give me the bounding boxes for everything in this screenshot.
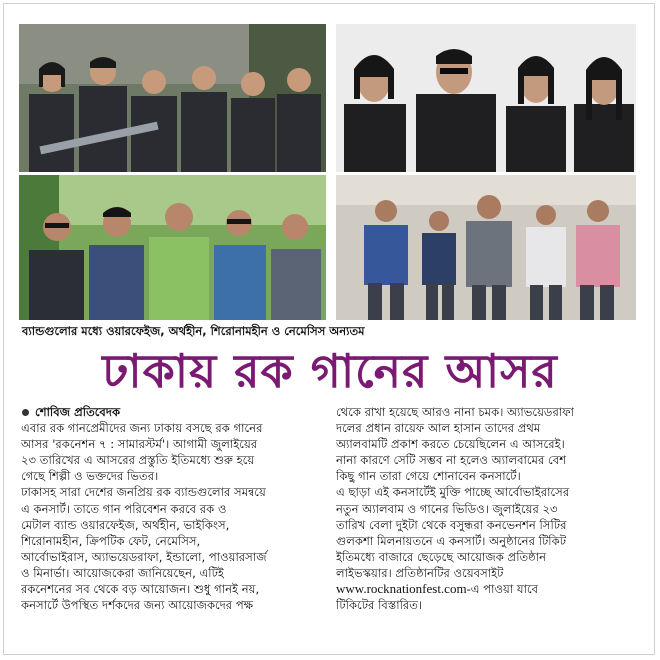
- website-url: www.rocknationfest.com: [336, 581, 467, 597]
- text-line: ইতিমধ্যে বাজারে ছেড়েছে আয়োজক প্রতিষ্ঠান: [336, 549, 547, 564]
- byline-text: শোবিজ প্রতিবেদক: [35, 405, 121, 419]
- byline: [21, 404, 319, 420]
- text-line: টিকিটের বিস্তারিত।: [336, 598, 423, 613]
- text-line: লাইভস্কয়ার। প্রতিষ্ঠানটির ওয়েবসাইট: [336, 565, 504, 580]
- url-line: [336, 581, 640, 597]
- url-line-rest: -এ পাওয়া যাবে: [466, 582, 539, 597]
- photo-caption: ব্যান্ডগুলোর মধ্যে ওয়ারফেইজ, অর্থহীন, শিরোনামহীন ও নেমেসিস অন্যতম: [22, 324, 365, 338]
- text-line: আর্বোভাইরাস, অ্যাভয়েডরাফা, ইন্ডালো, পাওয়ারসার্জ: [21, 549, 267, 564]
- text-line: ঢাকাসহ সারা দেশের জনপ্রিয় রক ব্যান্ডগুলোর সমন্বয়ে: [21, 485, 266, 500]
- bullet-icon: [22, 409, 29, 416]
- headline: ঢাকায় রক গানের আসর: [102, 344, 558, 398]
- article-column-right: [336, 404, 640, 613]
- text-line: তারিখ বেলা দুইটা থেকে বসুন্ধরা কনভেনশন সিটির: [336, 517, 567, 532]
- text-line: নানা কারণে সেটি সম্ভব না হলেও অ্যালবামের বেশ: [336, 453, 567, 468]
- band-photo-bottom-right: [336, 175, 636, 320]
- band-photo-top-right: [336, 24, 636, 172]
- text-line: দলের প্রধান রায়েফ আল হাসান তাদের প্রথম: [336, 421, 541, 436]
- text-line: এ কনসার্ট। তাতে গান পরিবেশন করবে রক ও: [21, 501, 227, 516]
- text-line: ও মিনার্ভা। আয়োজকেরা জানিয়েছেন, এটিই: [21, 565, 224, 580]
- text-line: আসর 'রকনেশন ৭ : সামারস্টর্ম'। আগামী জুলাইয়ের: [21, 437, 258, 452]
- text-line: কিছু গান তারা গেয়ে শোনাবেন কনসার্টে।: [336, 469, 521, 484]
- text-line: নতুন অ্যালবাম ও গানের ভিডিও। জুলাইয়ের ২৩: [336, 501, 558, 516]
- text-line: অ্যালবামটি প্রকাশ করতে চেয়েছিলেন এ আসরেই।: [336, 437, 565, 452]
- band-photo-bottom-left: [19, 175, 326, 320]
- text-line: থেকে রাখা হয়েছে আরও নানা চমক। অ্যাভয়েডরাফা: [336, 405, 575, 419]
- text-line: মেটাল ব্যান্ড ওয়ারফেইজ, অর্থহীন, ভাইকিংস,: [21, 517, 230, 532]
- text-line: এ ছাড়া এই কনসার্টেই মুক্তি পাচ্ছে আর্বোভাইরাসের: [336, 485, 570, 500]
- text-line: কনসার্টে উপস্থিত দর্শকদের জন্য আয়োজকদের পক্ষ: [21, 598, 254, 613]
- text-line: রকনেশনের সব থেকে বড় আয়োজন। শুধু গানই নয়,: [21, 582, 260, 597]
- text-line: ২৩ তারিখের এ আসরের প্রস্তুতি ইতিমধ্যে শুরু হয়ে: [21, 453, 255, 468]
- text-line: গুলকশা মিলনায়তনে এ কনসার্ট। অনুষ্ঠানের টিকিট: [336, 533, 567, 548]
- text-line: শিরোনামহীন, ক্রিপটিক ফেট, নেমেসিস,: [21, 533, 201, 548]
- text-line: গেছে শিল্পী ও ভক্তদের ভিতর।: [21, 469, 159, 484]
- band-photo-top-left: [19, 24, 326, 172]
- text-line: এবার রক গানপ্রেমীদের জন্য ঢাকায় বসছে রক গানের: [21, 421, 263, 436]
- article-column-left: [21, 404, 319, 613]
